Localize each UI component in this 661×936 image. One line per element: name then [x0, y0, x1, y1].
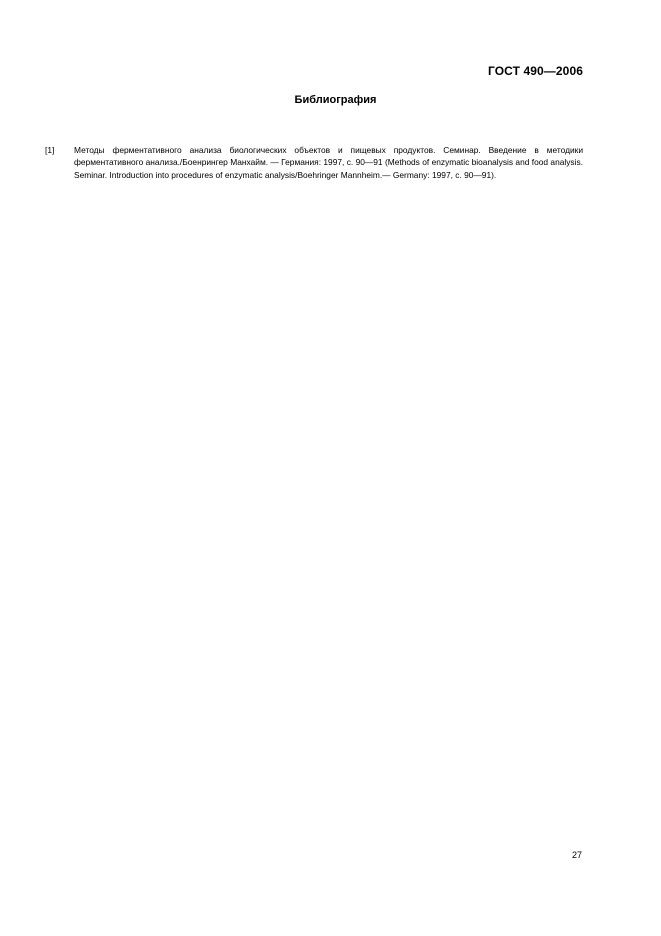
page-number: 27 [571, 850, 582, 860]
bibliography-list [45, 144, 583, 181]
section-title: Библиография [294, 94, 377, 106]
standard-code-header: ГОСТ 490—2006 [487, 64, 583, 78]
bibliography-entry-number: [1] [45, 145, 55, 155]
bibliography-entry [45, 144, 583, 181]
bibliography-entry-text: Методы ферментативного анализа биологических объектов и пищевых продуктов. Семинар. Введение в методики ферментативного анализа./Боенрингер Манхайм. — Германия: 1997, с. 90—91 (Methods of enzymatic bioanalysis and food analysis. Seminar. Introduction into procedures of enzymatic analysis/Boehringer Mannheim.— Germany: 1997, c. 90—91). [74, 145, 583, 180]
